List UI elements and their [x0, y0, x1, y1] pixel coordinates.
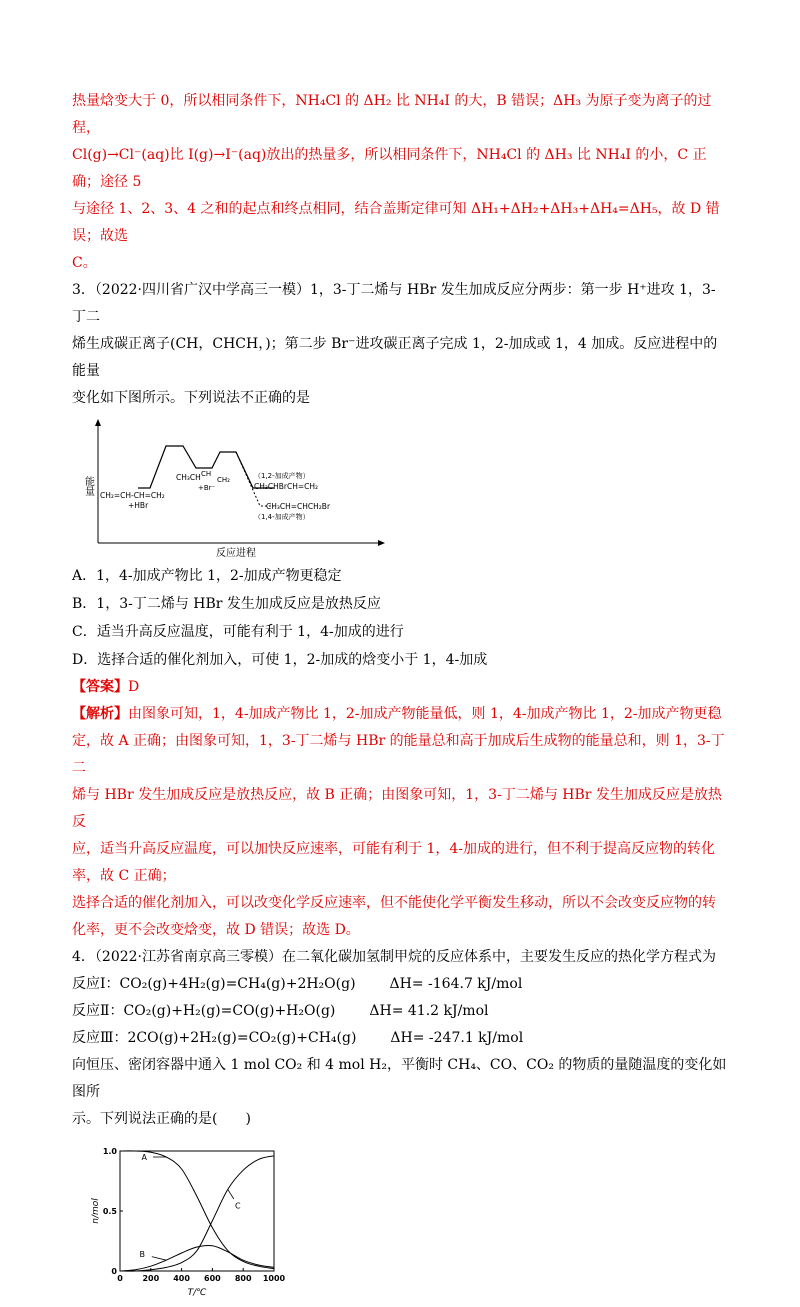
- option-c: C．适当升高反应温度，可能有利于 1，4-加成的进行: [72, 624, 404, 640]
- x-axis-label: 反应进程: [216, 548, 256, 559]
- x-tick-label: 400: [173, 1274, 190, 1283]
- y-tick-label: 0.5: [102, 1207, 117, 1216]
- analysis-line: [72, 701, 728, 728]
- intermediate-br-label: +Br⁻: [198, 484, 216, 492]
- reaction-label: 反应Ⅱ：: [72, 1003, 124, 1019]
- x-tick-label: 0: [117, 1274, 123, 1283]
- reactant-hbr-label: +HBr: [128, 501, 149, 510]
- x-axis-label: T/℃: [187, 1288, 207, 1298]
- answer-line: [72, 674, 728, 701]
- analysis-line: 应，适当升高反应温度，可以加快反应速率，可能有利于 1，4-加成的进行，但不利于提高反应物的转化: [72, 841, 715, 857]
- series-label-b: B: [139, 1250, 145, 1260]
- option-b: B．1，3-丁二烯与 HBr 发生加成反应是放热反应: [72, 596, 381, 612]
- y-tick-label: 1.0: [102, 1147, 117, 1156]
- analysis-line: 率，故 C 正确；: [72, 868, 176, 884]
- series-label-leader: [152, 1257, 166, 1261]
- option-d: D．选择合适的催化剂加入，可使 1，2-加成的焓变小于 1，4-加成: [72, 652, 488, 668]
- product-12-name-label: （1,2-加成产物）: [254, 472, 310, 480]
- reaction-enthalpy: ΔH= -247.1 kJ/mol: [390, 1030, 524, 1046]
- analysis-label: 【解析】: [72, 706, 128, 722]
- x-axis-arrow: [378, 540, 385, 546]
- reactant-label: CH₂=CH-CH=CH₂: [100, 491, 165, 500]
- x-tick-label: 800: [234, 1274, 252, 1283]
- series-label-leader: [228, 1189, 234, 1199]
- x-tick-label: 1000: [262, 1274, 286, 1283]
- q3-stem-line: 3．（2022·四川省广汉中学高三一模）1，3-丁二烯与 HBr 发生加成反应分两步：第一步 H⁺进攻 1，3-丁二: [72, 282, 716, 325]
- analysis-line: 化率，更不会改变焓变，故 D 错误；故选 D。: [72, 922, 360, 938]
- y-axis-arrow: [95, 419, 101, 426]
- series-label-a: A: [141, 1153, 147, 1162]
- series-label-c: C: [235, 1201, 241, 1211]
- answer-label: 【答案】: [72, 679, 128, 695]
- q4-desc-line: 向恒压、密闭容器中通入 1 mol CO₂ 和 4 mol H₂，平衡时 CH₄、CO、CO₂ 的物质的量随温度的变化如图所: [72, 1057, 727, 1100]
- equilibrium-chart: [86, 1143, 296, 1303]
- analysis-line: 烯与 HBr 发生加成反应是放热反应，故 B 正确；由图象可知，1，3-丁二烯与 HBr 发生加成反应是放热反: [72, 787, 722, 830]
- reaction-enthalpy: ΔH= 41.2 kJ/mol: [369, 1003, 489, 1019]
- reaction-enthalpy: ΔH= -164.7 kJ/mol: [389, 976, 523, 992]
- intermediate-left-label: CH₃CH: [176, 473, 201, 482]
- reaction-2: [72, 998, 728, 1025]
- energy-diagram: [82, 418, 386, 559]
- analysis-line: 定，故 A 正确；由图象可知，1，3-丁二烯与 HBr 的能量总和高于加成后生成物的能量总和，则 1，3-丁二: [72, 733, 725, 776]
- analysis-line: 选择合适的催化剂加入，可以改变化学反应速率，但不能使化学平衡发生移动，所以不会改变反应物的转: [72, 895, 716, 911]
- previous-answer-analysis: [72, 88, 728, 277]
- q3-stem-line: 烯生成碳正离子(CH，CHCH，)；第二步 Br⁻进攻碳正离子完成 1，2-加成或 1，4 加成。反应进程中的能量: [72, 336, 718, 379]
- analysis-line: C。: [72, 255, 97, 271]
- reaction-label: 反应Ⅰ：: [72, 976, 120, 992]
- reaction-1: [72, 971, 728, 998]
- analysis-line: 与途径 1、2、3、4 之和的起点和终点相同，结合盖斯定律可知 ΔH₁+ΔH₂+ΔH₃+ΔH₄=ΔH₅，故 D 错误；故选: [72, 201, 720, 244]
- analysis-text: 由图象可知，1，4-加成产物比 1，2-加成产物能量低，则 1，4-加成产物比 1，2-加成产物更稳: [128, 706, 722, 722]
- energy-diagram-svg: [82, 418, 386, 559]
- q4-desc-line: 示。下列说法正确的是( ): [72, 1111, 251, 1127]
- reaction-3: [72, 1025, 728, 1052]
- product-14-name-label: （1,4-加成产物）: [254, 513, 310, 521]
- equilibrium-chart-svg: [86, 1143, 296, 1303]
- question-4: [72, 944, 728, 1303]
- x-tick-label: 600: [204, 1274, 221, 1283]
- analysis-line: 热量焓变大于 0，所以相同条件下，NH₄Cl 的 ΔH₂ 比 NH₄I 的大，B 错误；ΔH₃ 为原子变为离子的过程，: [72, 93, 712, 136]
- q3-stem-line: 变化如下图所示。下列说法不正确的是: [72, 390, 310, 406]
- y-tick-label: 0: [111, 1267, 117, 1276]
- analysis-line: Cl(g)→Cl⁻(aq)比 I(g)→I⁻(aq)放出的热量多，所以相同条件下，NH₄Cl 的 ΔH₃ 比 NH₄I 的小，C 正确；途径 5: [72, 147, 707, 190]
- product-14-label: CH₃CH=CHCH₂Br: [266, 502, 331, 511]
- reaction-equation: 2CO(g)+2H₂(g)=CO₂(g)+CH₄(g): [127, 1030, 357, 1046]
- option-a: A．1，4-加成产物比 1，2-加成产物更稳定: [72, 568, 342, 584]
- q4-stem: 4．（2022·江苏省南京高三零模）在二氧化碳加氢制甲烷的反应体系中，主要发生反应的热化学方程式为: [72, 949, 716, 965]
- reaction-equation: CO₂(g)+H₂(g)=CO(g)+H₂O(g): [123, 1003, 336, 1019]
- answer-value: D: [128, 679, 140, 695]
- page-content: [72, 88, 728, 1303]
- intermediate-right-label: CH₂: [217, 476, 230, 484]
- question-3: [72, 277, 728, 944]
- product-12-label: CH₃CHBrCH=CH₂: [254, 482, 319, 491]
- reaction-equation: CO₂(g)+4H₂(g)=CH₄(g)+2H₂O(g): [119, 976, 356, 992]
- y-axis-label: n/mol: [91, 1198, 101, 1224]
- y-axis-label: 能量: [82, 476, 94, 496]
- intermediate-top-label: CH: [201, 470, 212, 478]
- reaction-label: 反应Ⅲ：: [72, 1030, 128, 1046]
- x-tick-label: 200: [142, 1274, 160, 1283]
